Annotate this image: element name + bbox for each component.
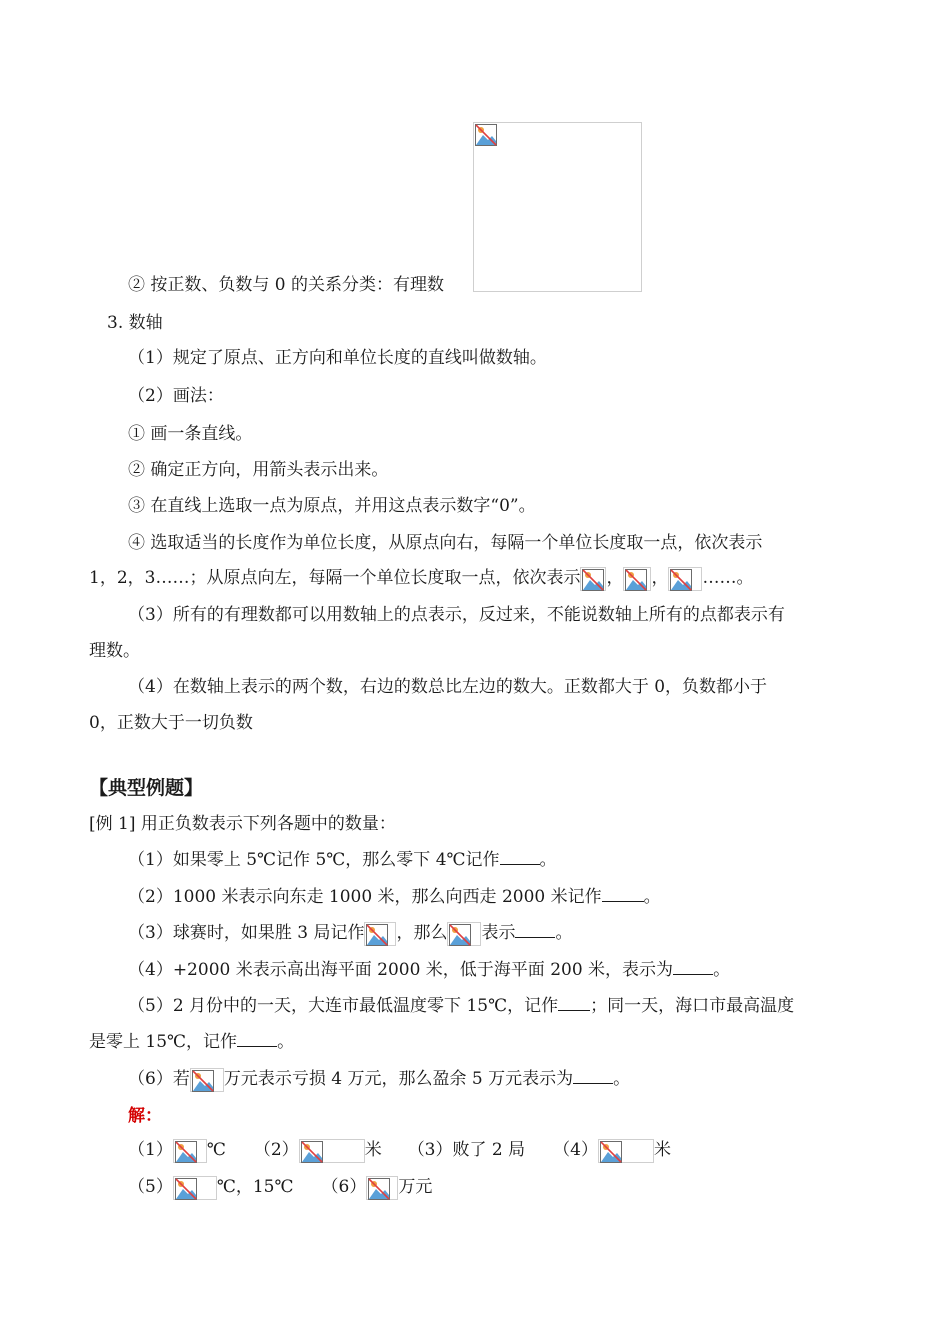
period: 。 <box>539 850 557 870</box>
broken-image-icon <box>192 1070 214 1092</box>
answer-blank <box>515 921 555 938</box>
step-4-text: 1，2，3……；从原点向左，每隔一个单位长度取一点，依次表示 <box>89 568 581 588</box>
answer-5-prefix: （5） <box>128 1177 173 1197</box>
classification-line: ② 按正数、负数与 0 的关系分类：有理数 <box>128 275 445 295</box>
answer-4-unit: 米 <box>653 1140 671 1160</box>
section-title: 【典型例题】 <box>89 777 204 799</box>
period: 。 <box>555 923 573 943</box>
period: 。 <box>643 887 661 907</box>
comma: ， <box>606 568 624 588</box>
broken-image-icon <box>175 1178 197 1200</box>
question-4 <box>128 958 730 982</box>
comma: ， <box>651 568 669 588</box>
broken-image-icon <box>475 124 497 146</box>
question-2-text: （2）1000 米表示向东走 1000 米，那么向西走 2000 米记作 <box>128 887 602 907</box>
point-4-line-1: （4）在数轴上表示的两个数，右边的数总比左边的数大。正数都大于 0，负数都小于 <box>128 677 768 697</box>
method-heading: （2）画法： <box>128 386 224 406</box>
point-4-line-2: 0，正数大于一切负数 <box>89 713 253 733</box>
question-6-text-a: （6）若 <box>128 1069 190 1089</box>
broken-image-icon <box>625 569 647 591</box>
question-5-text-c: 是零上 15℃，记作 <box>89 1032 238 1052</box>
question-3-text-b: ，那么 <box>396 923 448 943</box>
answer-blank <box>673 958 713 975</box>
ellipsis: ……。 <box>702 568 754 588</box>
step-3: ③ 在直线上选取一点为原点，并用这点表示数字“0”。 <box>128 496 536 516</box>
question-1-text: （1）如果零上 5℃记作 5℃，那么零下 4℃记作 <box>128 850 500 870</box>
question-5-line-1 <box>128 994 794 1018</box>
broken-image-icon <box>368 1178 390 1200</box>
answer-blank <box>558 994 590 1011</box>
minus-two-image <box>623 567 651 591</box>
answer-6-prefix: （6） <box>321 1177 367 1197</box>
solution-label: 解： <box>128 1106 162 1126</box>
minus-four-image <box>190 1068 224 1092</box>
answer-2-unit: 米 <box>364 1140 382 1160</box>
numberline-heading: 3. 数轴 <box>107 313 163 333</box>
answer-5-image <box>173 1176 217 1200</box>
question-5-text-b: ；同一天，海口市最高温度 <box>590 996 795 1016</box>
plus-three-image <box>364 922 396 946</box>
answer-blank <box>237 1030 277 1047</box>
broken-image-icon <box>175 1141 197 1163</box>
broken-image-icon <box>366 924 388 946</box>
answer-1-prefix: （1） <box>128 1140 173 1160</box>
step-4-line-1: ④ 选取适当的长度作为单位长度，从原点向右，每隔一个单位长度取一点，依次表示 <box>128 533 763 553</box>
question-5-text-a: （5）2 月份中的一天，大连市最低温度零下 15℃，记作 <box>128 996 559 1016</box>
step-1: ① 画一条直线。 <box>128 424 253 444</box>
question-1 <box>128 848 557 872</box>
step-4-line-2 <box>89 566 753 590</box>
minus-one-image <box>580 567 606 591</box>
answer-blank <box>573 1067 613 1084</box>
question-6 <box>128 1067 630 1091</box>
question-3 <box>128 921 572 945</box>
numberline-definition: （1）规定了原点、正方向和单位长度的直线叫做数轴。 <box>128 348 547 368</box>
answer-blank <box>602 885 644 902</box>
broken-image-icon <box>301 1141 323 1163</box>
answer-2-prefix: （2） <box>253 1140 299 1160</box>
broken-image-icon <box>670 569 692 591</box>
question-4-text: （4）+2000 米表示高出海平面 2000 米，低于海平面 200 米，表示为 <box>128 960 674 980</box>
step-2: ② 确定正方向，用箭头表示出来。 <box>128 460 389 480</box>
answer-5-unit: ℃，15℃ <box>216 1177 294 1197</box>
question-5-line-2 <box>89 1030 294 1054</box>
solution-line-1 <box>128 1138 671 1162</box>
point-3-line-2: 理数。 <box>89 641 140 661</box>
question-2 <box>128 885 661 909</box>
example-1-intro: [例 1] 用正负数表示下列各题中的数量： <box>89 814 396 834</box>
question-3-text-a: （3）球赛时，如果胜 3 局记作 <box>128 923 365 943</box>
minus-two-image <box>447 922 481 946</box>
answer-3: （3）败了 2 局 <box>407 1140 526 1160</box>
period: 。 <box>713 960 731 980</box>
question-6-text-b: 万元表示亏损 4 万元，那么盈余 5 万元表示为 <box>223 1069 574 1089</box>
question-3-text-c: 表示 <box>481 923 516 943</box>
classification-diagram-image <box>473 122 642 292</box>
answer-6-image <box>366 1176 398 1200</box>
answer-1-image <box>173 1139 207 1163</box>
period: 。 <box>613 1069 631 1089</box>
broken-image-icon <box>449 924 471 946</box>
answer-1-unit: ℃ <box>206 1140 226 1160</box>
minus-three-image <box>668 567 702 591</box>
answer-4-prefix: （4） <box>553 1140 598 1160</box>
answer-2-image <box>299 1139 365 1163</box>
answer-6-unit: 万元 <box>398 1177 433 1197</box>
period: 。 <box>277 1032 295 1052</box>
broken-image-icon <box>600 1141 622 1163</box>
answer-4-image <box>598 1139 654 1163</box>
broken-image-icon <box>582 569 604 591</box>
answer-blank <box>500 848 540 865</box>
solution-line-2 <box>128 1175 432 1199</box>
point-3-line-1: （3）所有的有理数都可以用数轴上的点表示，反过来，不能说数轴上所有的点都表示有 <box>128 605 785 625</box>
